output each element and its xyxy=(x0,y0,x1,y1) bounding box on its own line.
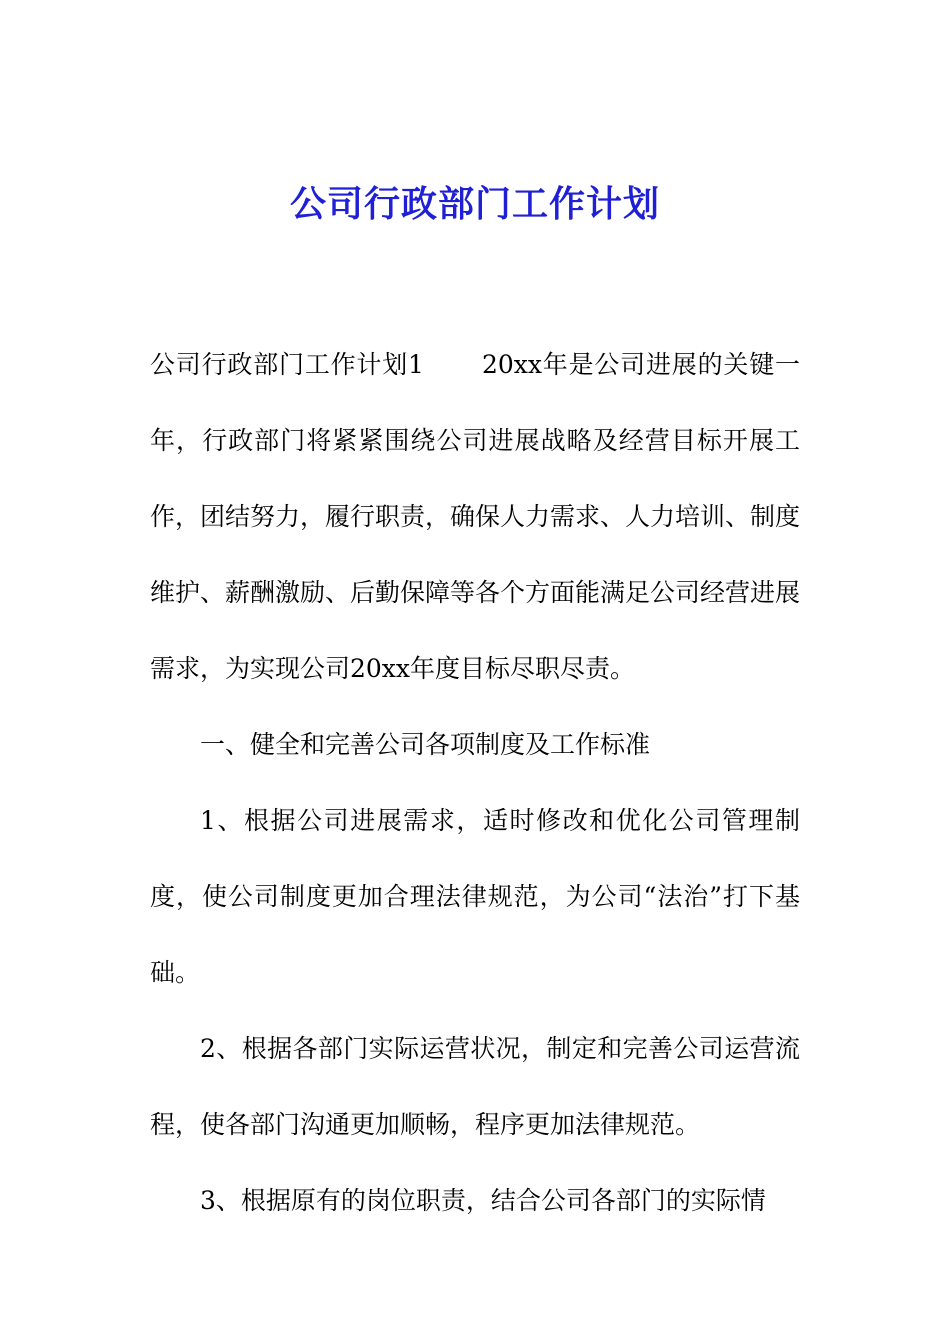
paragraph-intro xyxy=(150,327,800,707)
paragraph-item-1: 1、根据公司进展需求，适时修改和优化公司管理制度，使公司制度更加合理法律规范，为公司“法治”打下基础。 xyxy=(150,806,800,987)
document-body xyxy=(150,327,800,1239)
paragraph-item-2: 2、根据各部门实际运营状况，制定和完善公司运营流程，使各部门沟通更加顺畅，程序更加法律规范。 xyxy=(150,1034,800,1139)
document-title: 公司行政部门工作计划 xyxy=(289,183,660,225)
paragraph-item-3: 3、根据原有的岗位职责，结合公司各部门的实际情 xyxy=(200,1186,766,1215)
paragraph-text: 20xx年是公司进展的关键一年，行政部门将紧紧围绕公司进展战略及经营目标开展工作，团结努力，履行职责，确保人力需求、人力培训、制度维护、薪酬激励、后勤保障等各个方面能满足公司经营进展需求，为实现公司20xx年度目标尽职尽责。 xyxy=(150,350,801,683)
section-heading: 一、健全和完善公司各项制度及工作标准 xyxy=(200,730,651,759)
section-label: 公司行政部门工作计划1 xyxy=(150,350,424,379)
